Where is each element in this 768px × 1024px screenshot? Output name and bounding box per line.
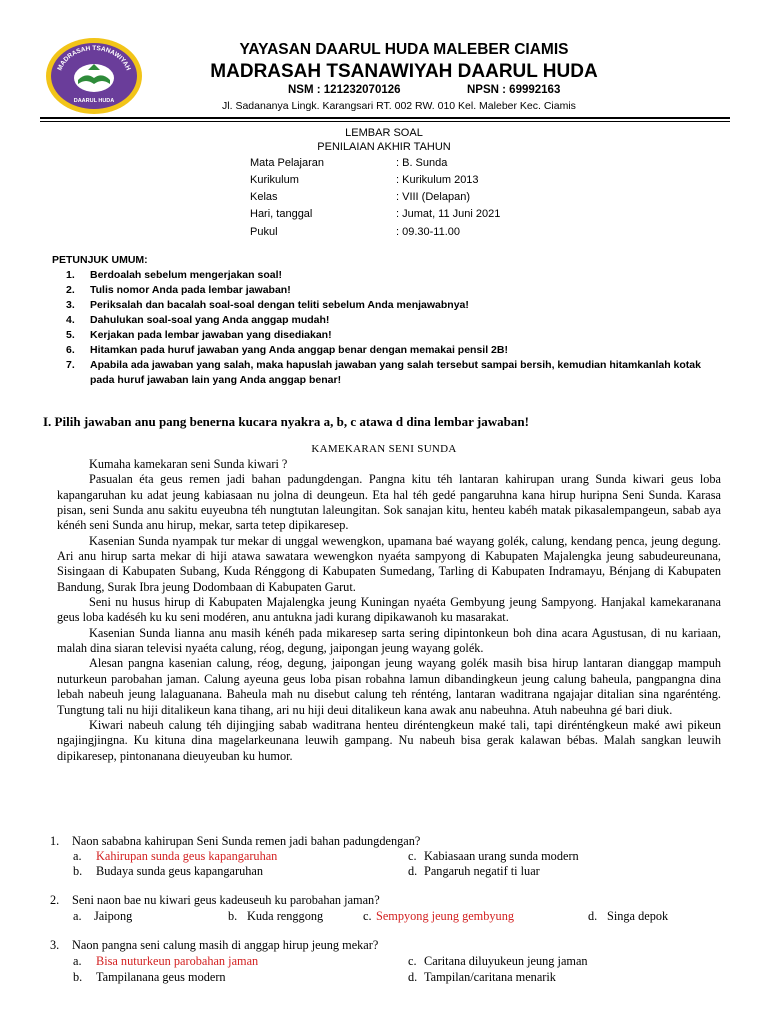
info-label: Mata Pelajaran <box>250 157 324 169</box>
option-letter[interactable]: c. <box>363 909 372 923</box>
instruction-item: 4. Dahulukan soal-soal yang Anda anggap mudah! <box>66 314 330 326</box>
question-3: 3. Naon pangna seni calung masih di anggap hirup jeung mekar? <box>50 938 379 952</box>
option-text-answer[interactable]: Bisa nuturkeun parobahan jaman <box>96 954 259 968</box>
option-text[interactable]: Singa depok <box>607 909 669 923</box>
option-text-answer[interactable]: Sempyong jeung gembyung <box>376 909 514 923</box>
instruction-item: 3. Periksalah dan bacalah soal-soal dengan teliti sebelum Anda menjawabnya! <box>66 299 469 311</box>
option-letter[interactable]: d. <box>408 864 418 878</box>
info-value: : Kurikulum 2013 <box>396 174 479 186</box>
info-value: : B. Sunda <box>396 157 448 169</box>
school-address: Jl. Sadananya Lingk. Karangsari RT. 002 RW. 010 Kel. Maleber Kec. Ciamis <box>222 100 576 112</box>
article-paragraph: Seni nu husus hirup di Kabupaten Majalengka jeung Kuningan nyaéta Gembyung jeung Sampyong. Hanjakal kamekaranana geus loba kadéséh ku ku seni modéren, anu antukna jadi kurang dipikawanoh ku masarakat. <box>57 595 721 625</box>
info-value: : VIII (Delapan) <box>396 191 470 203</box>
article-paragraph: Alesan pangna kasenian calung, réog, degung, jaipongan jeung wayang golék masih bisa hirup lantaran dianggap mampuh nuturkeun parobahan jaman. Calung ayeuna geus loba pisan robahna lamun dibandingkeun jeung calung baheula, pangpangna dina lebah nabeuh jeung lalaguanana. Baheula mah nu disebut calung teh rénténg, lantaran waditrana ngajajar ditalian sina ngarénténg. Tungtung tali nu hiji ditalikeun kana tihang, ari nu hiji deui ditalikeun kana awak anu nabeuhna. Atuh nabeuhna gé bari diuk. <box>57 656 721 717</box>
instruction-item: 1. Berdoalah sebelum mengerjakan soal! <box>66 269 282 281</box>
header-rule-thin <box>40 121 730 122</box>
option-text[interactable]: Caritana diluyukeun jeung jaman <box>424 954 588 968</box>
school-name: MADRASAH TSANAWIYAH DAARUL HUDA <box>210 61 598 82</box>
question-1: 1. Naon sababna kahirupan Seni Sunda remen jadi bahan padungdengan? <box>50 834 421 848</box>
option-letter[interactable]: a. <box>73 909 82 923</box>
option-text[interactable]: Tampilan/caritana menarik <box>424 970 556 984</box>
section-instruction: I. Pilih jawaban anu pang benerna kucara nyakra a, b, c atawa d dina lembar jawaban! <box>43 414 529 429</box>
foundation-name: YAYASAN DAARUL HUDA MALEBER CIAMIS <box>239 41 569 58</box>
option-text-answer[interactable]: Kahirupan sunda geus kapangaruhan <box>96 849 278 863</box>
instructions-title: PETUNJUK UMUM: <box>52 254 148 266</box>
info-label: Hari, tanggal <box>250 208 313 220</box>
option-letter[interactable]: a. <box>73 849 82 863</box>
instruction-item: 6. Hitamkan pada huruf jawaban yang Anda anggap benar dengan memakai pensil 2B! <box>66 344 508 356</box>
option-letter[interactable]: c. <box>408 849 417 863</box>
instructions-list <box>66 268 726 388</box>
option-text[interactable]: Pangaruh negatif ti luar <box>424 864 540 878</box>
article-paragraph: Kiwari nabeuh calung téh dijingjing sabab waditrana henteu diréntengkeun maké tali, tapi dirénténgkeun maké awi pikeun ngajingjingna. Ku kituna dina magelarkeunana leuwih gampang. Nu nabeuh bisa gerak kalawan bébas. Malah sangkan leuwih dipikaresep, pintonanana dieuyeuban ku humor. <box>57 717 721 763</box>
info-label: Pukul <box>250 226 278 238</box>
instruction-item: 5. Kerjakan pada lembar jawaban yang disediakan! <box>66 329 332 341</box>
article-paragraph: Pasualan éta geus remen jadi bahan padungdengan. Pangna kitu téh lantaran kahirupan urang Sunda kiwari geus loba kapangaruhan ku adat jeung kabiasaan nu jolna di deungeun. Eta hal téh gedé pangaruhna kana hirup huripna Seni Sunda. Karasa pisan, seni Sunda anu sakitu euyeubna téh nungtutan laleungitan. Sok sanajan kitu, henteu kabéh matak pikasalempangeun, sabab aya kénéh seni Sunda anu hirup, mekar, sarta tetep dipikaresep. <box>57 472 721 533</box>
article-title: KAMEKARAN SENI SUNDA <box>311 443 457 455</box>
article-paragraph: Kasenian Sunda nyampak tur mekar di unggal wewengkon, upamana baé wayang golék, calung, kendang penca, jeung degung. Ari anu hirup sarta mekar di hiji atawa sawatara wewengkon nyaéta sampyong di Kabupaten Majalengka jeung sabudeureunana, Sisingaan di Kabupaten Subang, Kuda Rénggong di Kabupaten Sumedang, Tarling di Kabupaten Indramayu, Bénjang di Kabupaten Bandung, Surak Ibra jeung Dodombaan di Kabupaten Garut. <box>57 533 721 594</box>
logo-bottom-text: DAARUL HUDA <box>73 98 115 104</box>
option-text[interactable]: Kabiasaan urang sunda modern <box>424 849 579 863</box>
header-rule-thick <box>40 117 730 119</box>
option-letter[interactable]: c. <box>408 954 417 968</box>
option-letter[interactable]: b. <box>73 864 83 878</box>
option-letter[interactable]: b. <box>73 970 83 984</box>
option-text[interactable]: Jaipong <box>94 909 133 923</box>
option-text[interactable]: Budaya sunda geus kapangaruhan <box>96 864 263 878</box>
sheet-title: LEMBAR SOAL <box>345 127 423 139</box>
exam-title: PENILAIAN AKHIR TAHUN <box>317 141 451 153</box>
option-letter[interactable]: d. <box>588 909 598 923</box>
nsm-number: NSM : 121232070126 <box>288 84 401 96</box>
option-text[interactable]: Kuda renggong <box>247 909 324 923</box>
question-2: 2. Seni naon bae nu kiwari geus kadeuseuh ku parobahan jaman? <box>50 893 380 907</box>
option-letter[interactable]: d. <box>408 970 418 984</box>
option-letter[interactable]: a. <box>73 954 82 968</box>
info-value: : 09.30-11.00 <box>396 226 461 238</box>
info-label: Kelas <box>250 191 278 203</box>
article-body <box>57 457 721 764</box>
instruction-item: 2. Tulis nomor Anda pada lembar jawaban! <box>66 284 291 296</box>
option-text[interactable]: Tampilanana geus modern <box>96 970 226 984</box>
info-value: : Jumat, 11 Juni 2021 <box>396 208 501 220</box>
article-paragraph: Kumaha kamekaran seni Sunda kiwari ? <box>89 457 288 471</box>
npsn-number: NPSN : 69992163 <box>467 84 561 96</box>
instruction-item: 7. Apabila ada jawaban yang salah, maka hapuslah jawaban yang salah tersebut sampai bersih, kemudian hitamkanlah kotak pada huruf jawaban lain yang Anda anggap benar! <box>66 359 701 386</box>
article-paragraph: Kasenian Sunda lianna anu masih kénéh pada mikaresep sarta sering dipintonkeun boh dina acara Agustusan, di nu kariaan, malah dina siaran televisi nyaéta calung, réog, degung, jaipongan jeung wayang golék. <box>57 625 721 656</box>
option-letter[interactable]: b. <box>228 909 238 923</box>
info-label: Kurikulum <box>250 174 299 186</box>
logo-arc-text: MADRASAH TSANAWIYAH <box>56 44 132 72</box>
